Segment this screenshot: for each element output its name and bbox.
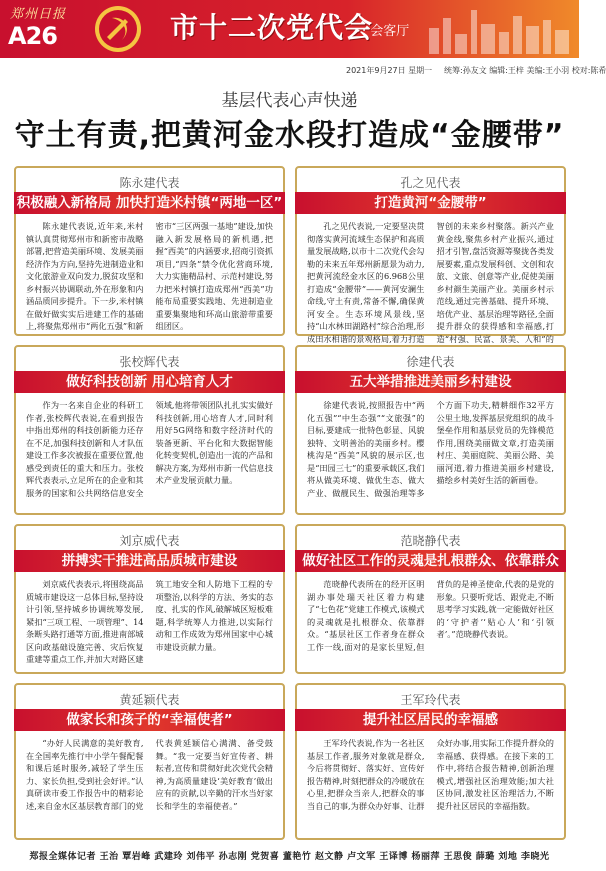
kicker: 基层代表心声快递	[221, 91, 358, 111]
article-card	[295, 166, 566, 344]
representative-name: 徐建代表	[406, 355, 455, 369]
representative-name: 黄延颖代表	[119, 693, 180, 707]
article-body: 王军玲代表说,作为一名社区基层工作者,服务对象就是群众,今后将贯彻好、落实好、宣传好报告精神,时刻把群众的冷暖放在心里,把群众当亲人,把群众的事当自己的事,为群众办好事、让群众好办事,用实际工作提升群众的幸福感、获得感。在接下来的工作中,将结合报告精神,创新治理模式,增强社区治理效能;加大社区协同,激发社区治理活力,不断提升社区居民的幸福指数。	[307, 738, 554, 811]
article-card	[14, 524, 285, 674]
article-body: 孔之见代表说,一定要坚决贯彻落实黄河流域生态保护和高质量发展战略,以市十二次党代会勾勒的未来五年郑州新愿景为动力,把黄河流经金水区的6.968公里打造成“金腰带”——黄河安澜生命线,守土有责,常备不懈,确保黄河安全。生态环境风景线,坚持“山水林田湖路村”综合治理,形成田水相谐的景观格局,着力打造 智创的未来乡村聚落。新兴产业黄金线,聚焦乡村产业振兴,通过招才引智,盘活资源等聚拢各类发展要素,重点发展科创、文创和农旅、文旅、创意等产业,促使美丽乡村颜生美丽产业。美丽乡村示范线,通过完善基础、提升环境、培优产业、基层治理等路径,全面提升群众的获得感和幸福感,打造“村强、民富、景美、人和”的	[307, 221, 554, 344]
article-card	[14, 683, 285, 840]
article-card	[14, 345, 285, 515]
article-title: 做家长和孩子的“幸福使者”	[14, 709, 285, 731]
city-skyline-icon	[425, 6, 575, 54]
page-header	[0, 0, 579, 58]
article-body: “办好人民满意的美好教育,在全国率先推行中小学午餐配餐和课后延时服务,减轻了学生压力、家长负担,受到社会好评。”认真研读市委工作报告中的精彩论述,来自金水区基层教育部门的党代表黄延颖信心满满、备受鼓舞。“我一定要当好宣传者、耕耘者,宣传和贯彻好此次党代会精神,为高质量建设‘美好教育’做出应有的贡献,以辛勤的汗水当好家长和学生的幸福使者。”	[26, 738, 273, 811]
headline: 守土有责,把黄河金水段打造成“金腰带”	[14, 118, 565, 153]
editor-credit: 统筹:孙友文 编辑:王梓 美编:王小羽 校对:陈希	[444, 66, 606, 75]
article-title: 做好科技创新 用心培育人才	[14, 371, 285, 393]
dateline	[0, 62, 606, 78]
representative-name: 孔之见代表	[400, 176, 461, 190]
article-card	[295, 683, 566, 840]
article-title: 做好社区工作的灵魂是扎根群众、依靠群众	[295, 550, 566, 572]
representative-name: 范晓静代表	[400, 534, 461, 548]
article-body: 范晓静代表所在的经开区明湖办事处瑞天社区着力构建了“七色花”党建工作模式,该模式的灵魂就是扎根群众、依靠群众。“基层社区工作者身在群众工作一线,面对的是家长里短,但背负的是神圣使命,代表的是党的形象。只要听党话、跟党走,不断思考学习实践,就一定能做好社区的‘守护者’‘贴心人’和‘引领者’。”范晓静代表说。	[307, 579, 554, 652]
representative-name: 张校辉代表	[119, 355, 180, 369]
page-number: A26	[8, 22, 57, 50]
article-title: 打造黄河“金腰带”	[295, 192, 566, 214]
article-card	[295, 345, 566, 515]
article-body: 作为一名来自企业的科研工作者,张校辉代表说,在看到报告中指出郑州的科技创新能力还存在不足,加强科技创新和人才队伍建设工作多次被报在重要位置,他感受到责任的重大和压力。张校辉代表表示,立足所在的企业和其服务的国家和公共网络信息安全领域,他将带领团队扎扎实实做好科技创新,用心培育人才,同时利用好5G网络和数字经济时代的装备更新、平台化和大数据智能化转变契机,创造出一流的产品和解决方案,为郑州市新一代信息技术产业发展贡献力量。	[26, 400, 273, 498]
article-body: 陈永建代表说,近年来,米村镇认真贯彻郑州市和新密市战略部署,把营造美丽环境、发展美丽经济作为方向,坚持先进制造业和文化旅游业双向发力,脱贫攻坚和乡村振兴协调联动,外在形象和内涵品质同步提升。下一步,米村镇在做好做实实后进建工作的基础上,将聚焦郑州市“两化五强”和新密市“三区两强一基地”建设,加快融入新发展格局的新机遇,把握“西美”的内涵要求,招商引资抓项目,“四条”禁令优化营商环境,大力实施精品村、示范村建设,努力把米村镇打造成郑州“西美”功能布局重要实践地、先进制造业重要集聚地和环高山旅游带重要组团区。	[26, 221, 273, 331]
party-emblem-icon	[92, 4, 144, 54]
article-body: 徐建代表说,按照报告中“两化五强”“中生态强”“文旅强”的目标,要建成一批特色彰显、风貌独特、文明善治的美丽乡村。樱桃沟是“西美”风貌的展示区,也是“田园三七”的重要承载区,我们将从做美环境、做优生态、做大产业、做靓民生、做强治理等多个方面下功夫,精耕细作32平方公里土地,发挥基层党组织的战斗堡垒作用和基层党员的先锋模范作用,围绕美丽做文章,打造美丽村庄、美丽庭院、美丽公路、美丽河道,着力推进美丽乡村建设,描绘乡村美好生活的新画卷。	[307, 400, 554, 498]
article-title: 积极融入新格局 加快打造米村镇“两地一区”	[14, 192, 285, 214]
article-card	[14, 166, 285, 336]
newspaper-logo: 郑州日报	[10, 7, 67, 22]
article-body: 刘京威代表表示,将围绕高品质城市建设这一总体目标,坚持设计引领,坚持城乡协调统筹发展,紧扣“三项工程、一项管理”、14条断头路打通等方面,推进南部城区向政基础设施完善、灾后恢复重建等重点工作,并加大对路区建筑工地安全和人防地下工程的专项整治,以科学的方法、务实的态度、扎实的作风,破解城区短板难题,科学统筹人力推进,以实际行动和工作成效为郑州国家中心城市建设贡献力量。	[26, 579, 273, 664]
reporter-byline: 郑报全媒体记者 王治 覃岩峰 武建玲 刘伟平 孙志刚 党贺喜 董艳竹 赵文静 卢文军 王译博 杨丽萍 王思俊 薛璐 刘地 李晓光	[29, 852, 550, 862]
issue-date: 2021年9月27日 星期一	[346, 66, 433, 75]
representative-name: 刘京威代表	[119, 534, 180, 548]
article-title: 提升社区居民的幸福感	[295, 709, 566, 731]
representative-name: 陈永建代表	[119, 176, 180, 190]
section-subtitle: · 会客厅	[362, 24, 410, 39]
article-card	[295, 524, 566, 674]
article-title: 拼搏实干推进高品质城市建设	[14, 550, 285, 572]
section-title: 市十二次党代会	[170, 11, 374, 44]
representative-name: 王军玲代表	[400, 693, 461, 707]
article-title: 五大举措推进美丽乡村建设	[295, 371, 566, 393]
